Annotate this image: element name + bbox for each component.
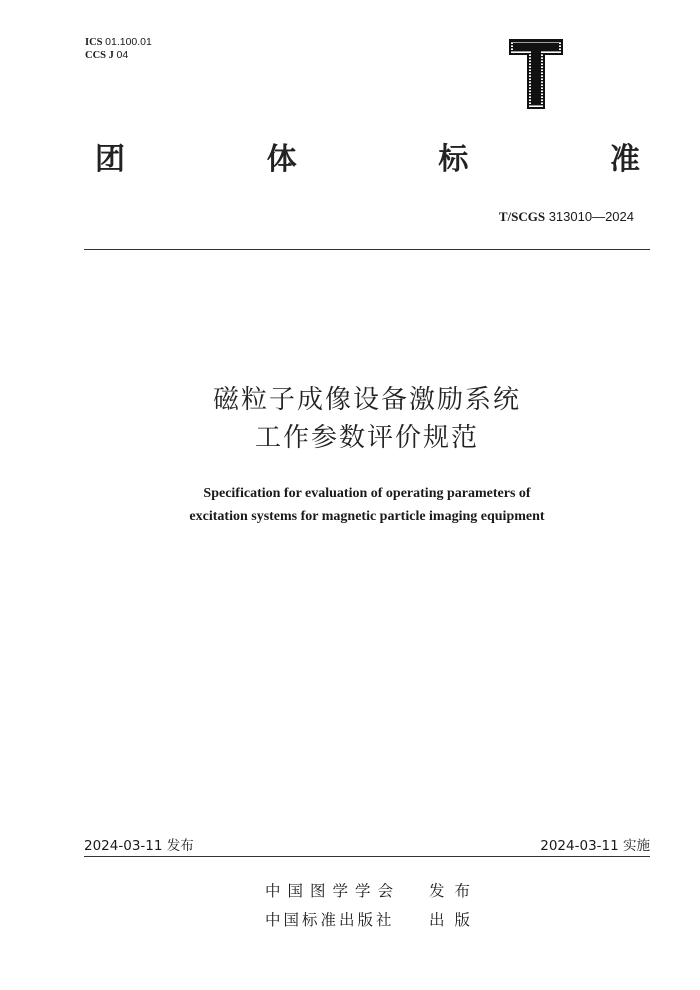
title-cn-line-1: 磁粒子成像设备激励系统 bbox=[212, 385, 521, 415]
publisher-action: 发布 bbox=[429, 882, 481, 900]
standard-type-char: 团 bbox=[95, 142, 125, 177]
title-en-line-2: excitation systems for magnetic particle imaging equipment bbox=[189, 509, 545, 524]
standard-type-char: 准 bbox=[609, 142, 640, 177]
top-divider bbox=[84, 249, 650, 250]
ccs-value: 04 bbox=[116, 49, 129, 61]
publisher-name: 中国标准出版社 bbox=[265, 911, 395, 929]
standard-t-logo-icon bbox=[508, 38, 564, 110]
title-en-line-1: Specification for evaluation of operating parameters of bbox=[203, 486, 531, 501]
standard-type-char: 体 bbox=[266, 142, 297, 177]
ics-label: ICS bbox=[85, 37, 103, 48]
ccs-class: J bbox=[108, 50, 114, 61]
publisher-name: 中国图学学会 bbox=[265, 882, 401, 900]
standard-number bbox=[499, 209, 634, 225]
ccs-label: CCS bbox=[85, 50, 107, 61]
ccs-code bbox=[85, 49, 152, 62]
standard-type-char: 标 bbox=[438, 142, 469, 177]
publisher-row bbox=[265, 906, 480, 935]
ics-code bbox=[85, 36, 152, 49]
title-cn-line-2: 工作参数评价规范 bbox=[254, 423, 479, 453]
publishers-block bbox=[265, 877, 480, 935]
publish-date: 2024-03-11 发布 bbox=[84, 838, 194, 854]
classification-codes bbox=[85, 36, 152, 62]
ics-value: 01.100.01 bbox=[105, 36, 152, 48]
implement-date: 2024-03-11 实施 bbox=[540, 838, 650, 854]
publisher-action: 出版 bbox=[429, 911, 481, 929]
bottom-divider bbox=[84, 856, 650, 857]
publisher-row bbox=[265, 877, 480, 906]
standard-type-heading bbox=[95, 142, 640, 178]
standard-number-value: 313010—2024 bbox=[548, 209, 634, 224]
standard-number-prefix: T/SCGS bbox=[498, 209, 546, 224]
